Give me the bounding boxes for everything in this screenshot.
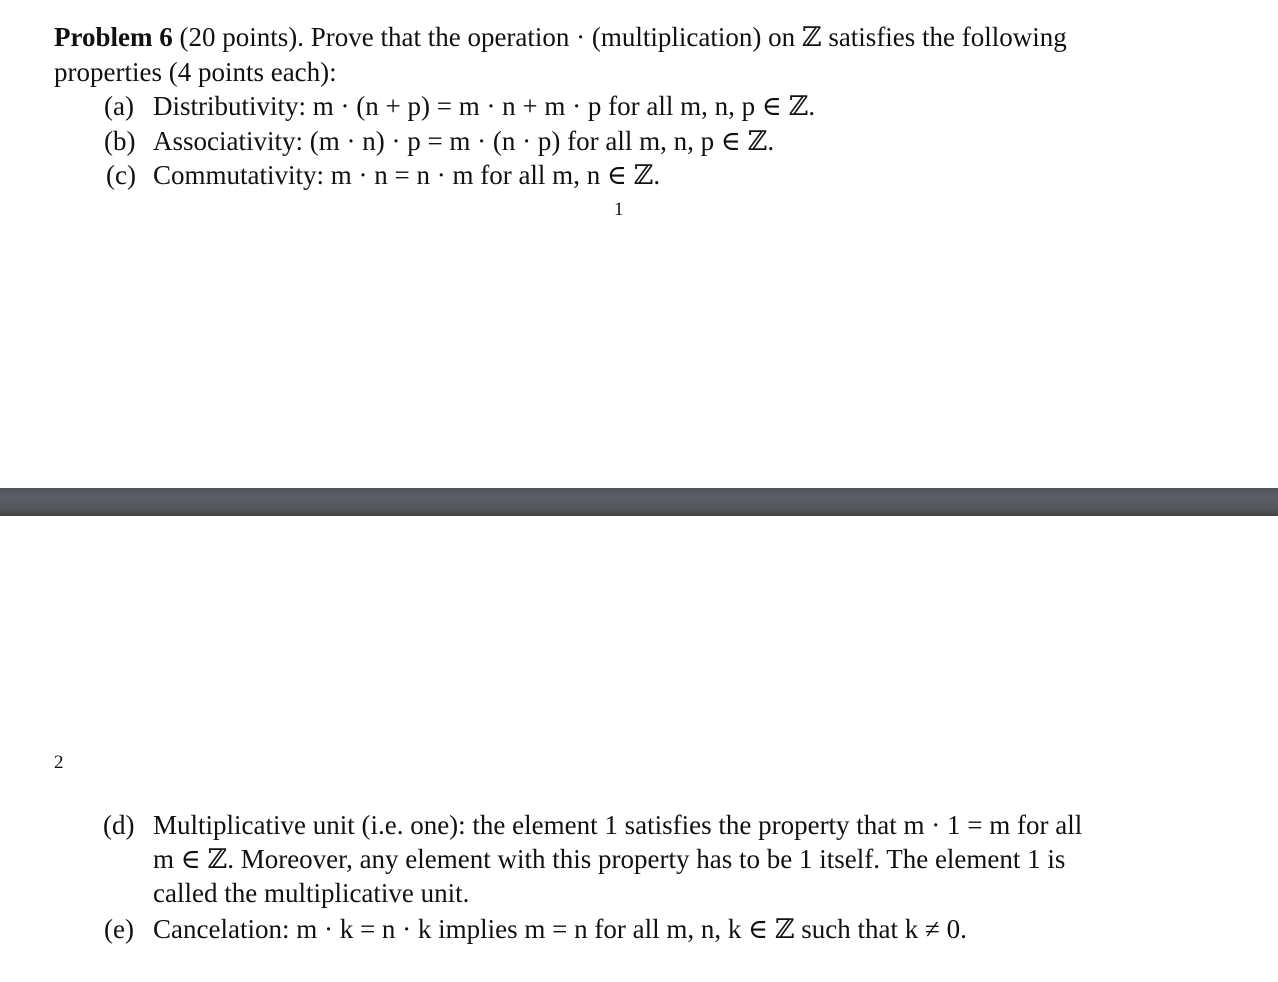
item-a-label: (a) xyxy=(104,91,134,121)
item-b-label: (b) xyxy=(104,126,136,156)
item-d-line-1: Multiplicative unit (i.e. one): the element 1 satisfies the property that m · 1 = m for all xyxy=(153,810,1083,840)
document-page-2 xyxy=(0,516,1278,982)
problem-intro: (20 points). Prove that the operation · (multiplication) on ℤ satisfies the following xyxy=(179,22,1067,52)
item-d-line-2: m ∈ ℤ. Moreover, any element with this property has to be 1 itself. The element 1 is xyxy=(153,844,1066,874)
problem-heading: Problem 6 xyxy=(54,22,173,52)
item-c-label: (c) xyxy=(106,160,136,190)
item-c-text: Commutativity: m · n = n · m for all m, n ∈ ℤ. xyxy=(153,160,661,190)
page-number-2: 2 xyxy=(54,752,64,773)
document-page-1 xyxy=(0,0,1278,488)
page-separator xyxy=(0,488,1278,516)
item-d-label: (d) xyxy=(103,810,135,840)
item-e-text: Cancelation: m · k = n · k implies m = n for all m, n, k ∈ ℤ such that k ≠ 0. xyxy=(153,914,967,944)
item-d-line-3: called the multiplicative unit. xyxy=(153,878,470,908)
problem-intro-line-2: properties (4 points each): xyxy=(54,57,337,87)
page-number-1: 1 xyxy=(614,199,624,220)
item-b-text: Associativity: (m · n) · p = m · (n · p) for all m, n, p ∈ ℤ. xyxy=(153,126,775,156)
item-a-text: Distributivity: m · (n + p) = m · n + m · p for all m, n, p ∈ ℤ. xyxy=(153,91,816,121)
problem-intro-line-1 xyxy=(54,20,1067,54)
item-e-label: (e) xyxy=(104,914,134,944)
